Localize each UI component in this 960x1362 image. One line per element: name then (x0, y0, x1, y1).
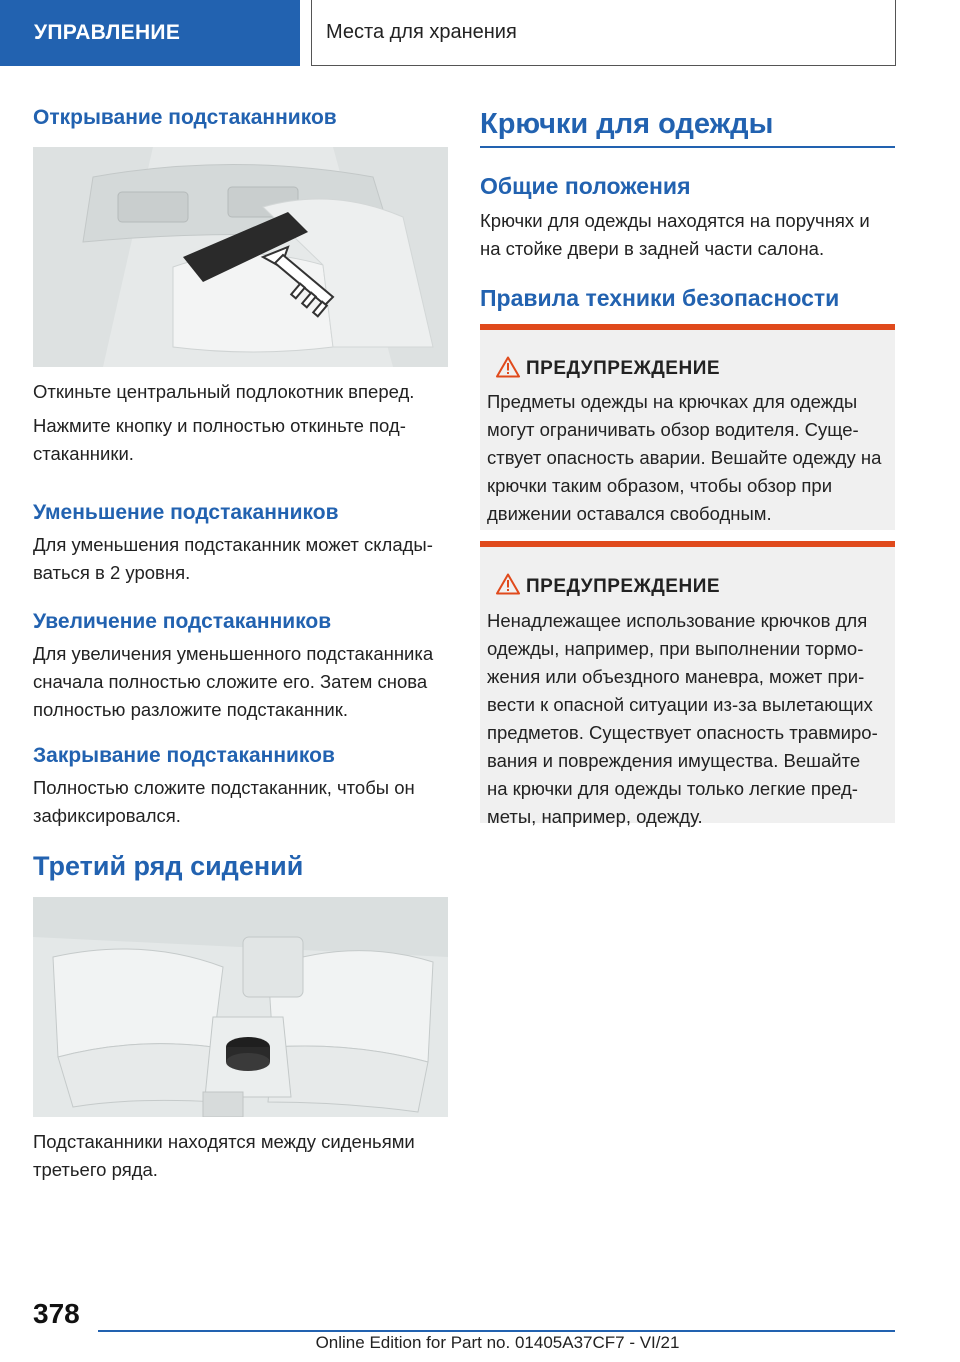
text-open-step1: Откиньте центральный подлокотник вперед. (33, 381, 415, 402)
section-tab (0, 0, 300, 66)
text-enlarge: Для увеличения уменьшенного подстаканника сначала полностью сложите его. Затем снова полностью разложите подстаканник. (33, 643, 434, 720)
text-open-step2: Нажмите кнопку и полностью откиньте под- стаканники. (33, 415, 406, 464)
footer-edition: Online Edition for Part no. 01405A37CF7 - VI/21 (315, 1333, 680, 1352)
text-close: Полностью сложите подстаканник, чтобы он зафиксировался. (33, 777, 415, 826)
warning-triangle-icon (496, 356, 520, 378)
warning-text: Ненадлежащее использование крючков для одежды, например, при выполнении тормо- жения или объездного маневра, может при- вести к опасной ситуации из-за вылетающих предметов. Существует опасность травмиро- вания и повреждения имущества. Вешайте на крючки для одежды только легкие пред- меты, например, одежду. (487, 610, 878, 827)
text-third-row: Подстаканники находятся между сиденьями третьего ряда. (33, 1131, 415, 1180)
heading-third-row: Третий ряд сидений (33, 851, 304, 881)
warning-text: Предметы одежды на крючках для одежды могут ограничивать обзор водителя. Суще- ствует опасность аварии. Вешайте одежду на крючки таким образом, чтобы обзор при движении оставался свободным. (487, 391, 882, 524)
warning-title: ПРЕДУПРЕЖДЕНИЕ (526, 358, 721, 379)
warning-box-1 (480, 324, 895, 530)
warning-title: ПРЕДУПРЕЖДЕНИЕ (526, 576, 721, 597)
subsection-tab (311, 0, 896, 66)
warning-box-2 (480, 541, 895, 827)
heading-underline (480, 146, 895, 148)
heading-safety: Правила техники безопасности (480, 285, 840, 311)
heading-enlarge-cupholders: Увеличение подстаканников (33, 610, 332, 633)
heading-coat-hooks: Крючки для одежды (480, 108, 774, 140)
subsection-title: Места для хранения (326, 21, 517, 43)
page-number: 378 (33, 1298, 80, 1329)
warning-triangle-icon (496, 573, 520, 595)
armrest-photo (33, 147, 448, 367)
heading-reduce-cupholders: Уменьшение подстаканников (33, 501, 339, 524)
heading-open-cupholders: Открывание подстаканников (33, 106, 337, 129)
section-title: УПРАВЛЕНИЕ (34, 21, 181, 44)
heading-close-cupholders: Закрывание подстаканников (33, 744, 335, 767)
text-reduce: Для уменьшения подстаканник может склады- ваться в 2 уровня. (33, 534, 433, 583)
third-row-photo (33, 897, 448, 1117)
footer-rule (98, 1330, 895, 1332)
heading-general: Общие положения (480, 173, 691, 199)
text-general: Крючки для одежды находятся на поручнях и на стойке двери в задней части салона. (480, 210, 870, 259)
